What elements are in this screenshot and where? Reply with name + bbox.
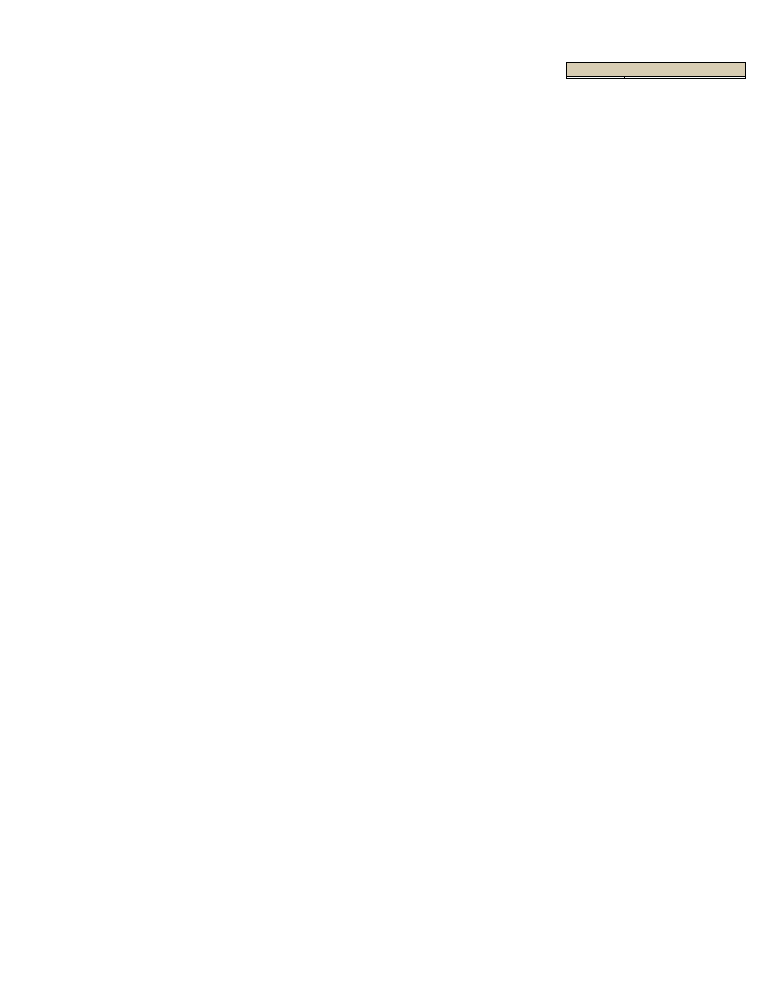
keterangan-table (566, 62, 746, 79)
keterangan-dates (567, 77, 625, 79)
keterangan-title (567, 63, 746, 77)
keterangan-events (625, 77, 746, 79)
